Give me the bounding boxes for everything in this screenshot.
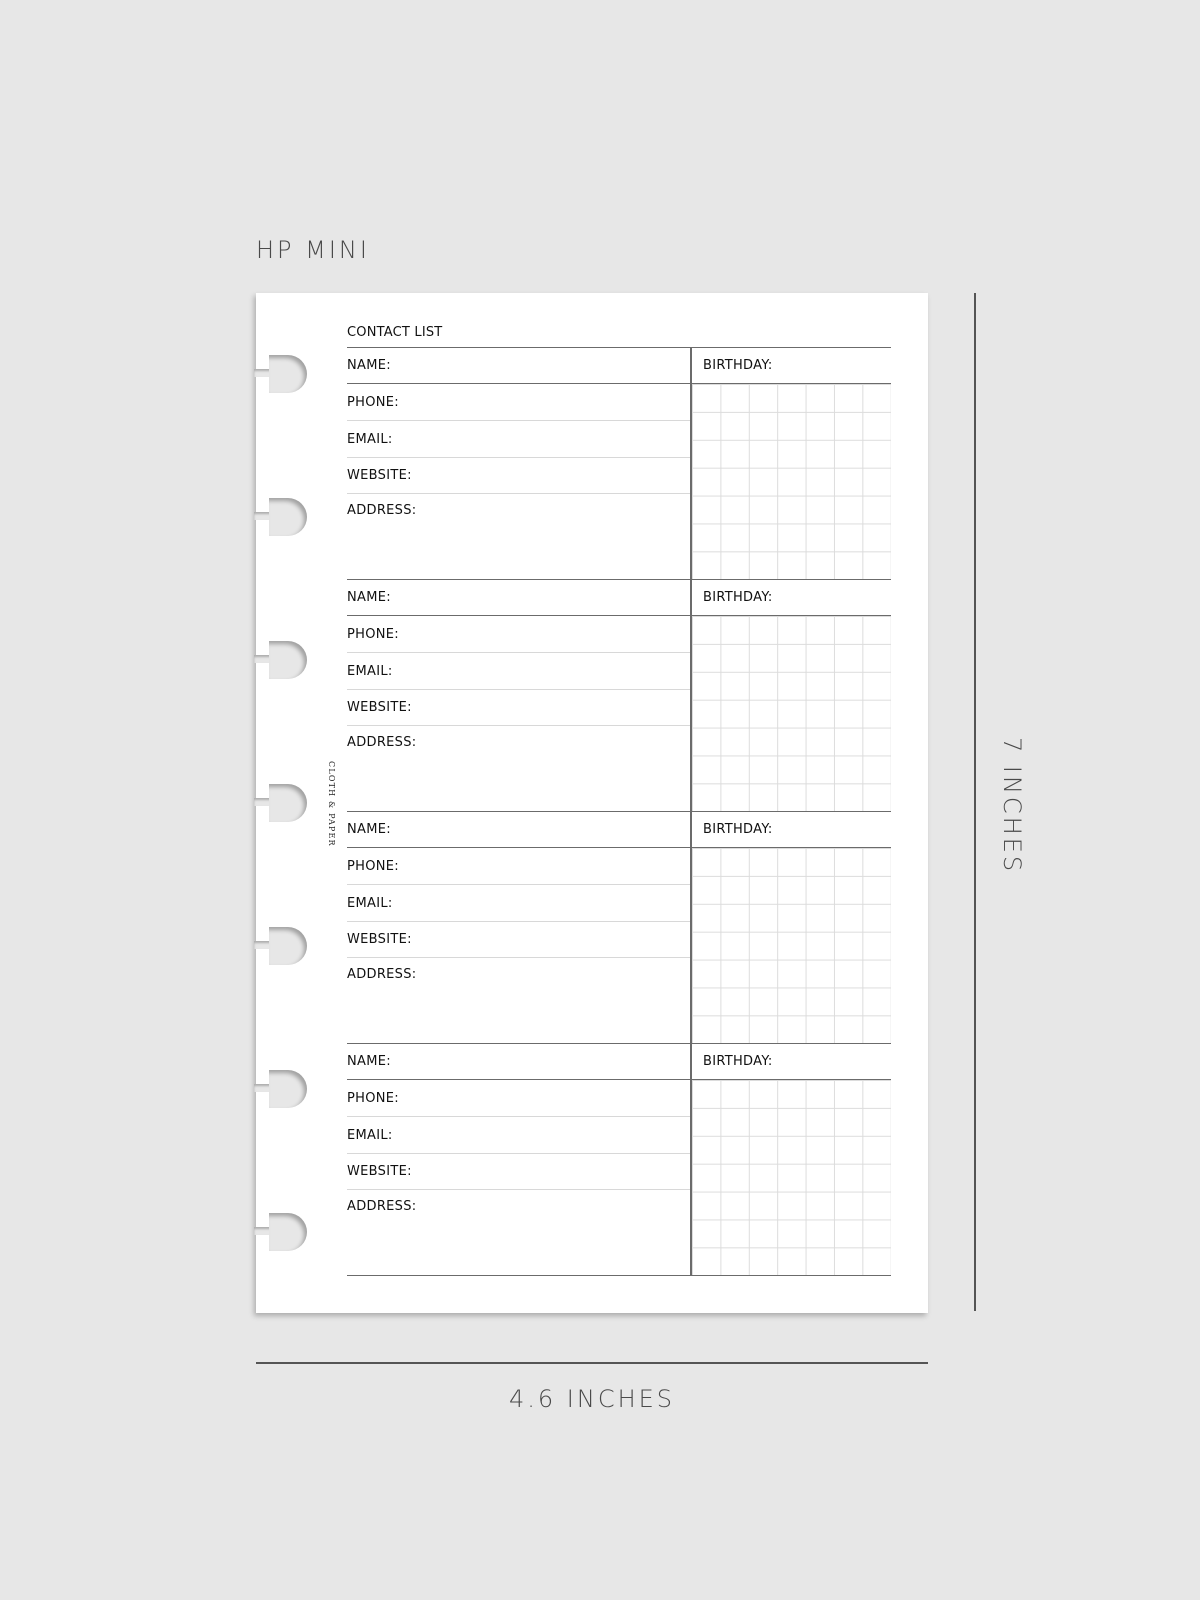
disc-slot-icon xyxy=(254,784,312,822)
contact-sheet xyxy=(347,323,891,1276)
field-rule xyxy=(347,725,690,726)
notes-grid xyxy=(692,848,891,1043)
address-label: ADDRESS: xyxy=(347,1199,417,1214)
field-rule xyxy=(347,1153,690,1154)
planner-page xyxy=(256,293,928,1313)
width-dimension-line xyxy=(256,1362,928,1364)
email-label: EMAIL: xyxy=(347,664,393,679)
notes-grid xyxy=(692,384,891,579)
name-label: NAME: xyxy=(347,358,391,373)
name-row xyxy=(347,580,891,616)
email-label: EMAIL: xyxy=(347,1128,393,1143)
name-label: NAME: xyxy=(347,1054,391,1069)
width-dimension-label: 4.6 INCHES xyxy=(508,1385,676,1413)
field-rule xyxy=(347,420,690,421)
address-label: ADDRESS: xyxy=(347,967,417,982)
birthday-label: BIRTHDAY: xyxy=(703,1054,773,1069)
field-rule xyxy=(347,921,690,922)
birthday-label: BIRTHDAY: xyxy=(703,822,773,837)
disc-slot-icon xyxy=(254,927,312,965)
field-rule xyxy=(347,957,690,958)
phone-label: PHONE: xyxy=(347,395,399,410)
website-label: WEBSITE: xyxy=(347,932,412,947)
disc-slot-icon xyxy=(254,1070,312,1108)
website-label: WEBSITE: xyxy=(347,468,412,483)
contact-entry xyxy=(347,579,891,811)
disc-slot-icon xyxy=(254,1213,312,1251)
phone-label: PHONE: xyxy=(347,1091,399,1106)
field-rule xyxy=(347,1116,690,1117)
notes-grid xyxy=(692,616,891,811)
birthday-label: BIRTHDAY: xyxy=(703,358,773,373)
phone-label: PHONE: xyxy=(347,627,399,642)
field-rule xyxy=(347,1189,690,1190)
contact-entry xyxy=(347,1043,891,1276)
name-label: NAME: xyxy=(347,822,391,837)
disc-slot-icon xyxy=(254,498,312,536)
field-rule xyxy=(347,884,690,885)
website-label: WEBSITE: xyxy=(347,1164,412,1179)
brand-mark: CLOTH & PAPER xyxy=(327,761,336,847)
name-row xyxy=(347,812,891,848)
address-label: ADDRESS: xyxy=(347,735,417,750)
birthday-label: BIRTHDAY: xyxy=(703,590,773,605)
name-row xyxy=(347,348,891,384)
height-dimension-label: 7 INCHES xyxy=(998,737,1026,875)
disc-slot-icon xyxy=(254,355,312,393)
contact-entry xyxy=(347,811,891,1043)
height-dimension-line xyxy=(974,293,976,1311)
field-rule xyxy=(347,493,690,494)
field-rule xyxy=(347,689,690,690)
field-rule xyxy=(347,652,690,653)
name-label: NAME: xyxy=(347,590,391,605)
field-rule xyxy=(347,457,690,458)
name-row xyxy=(347,1044,891,1080)
phone-label: PHONE: xyxy=(347,859,399,874)
contact-entry xyxy=(347,347,891,579)
sheet-title: CONTACT LIST xyxy=(347,325,443,340)
product-title: HP MINI xyxy=(256,236,370,264)
email-label: EMAIL: xyxy=(347,896,393,911)
notes-grid xyxy=(692,1080,891,1275)
disc-slot-icon xyxy=(254,641,312,679)
website-label: WEBSITE: xyxy=(347,700,412,715)
address-label: ADDRESS: xyxy=(347,503,417,518)
email-label: EMAIL: xyxy=(347,432,393,447)
